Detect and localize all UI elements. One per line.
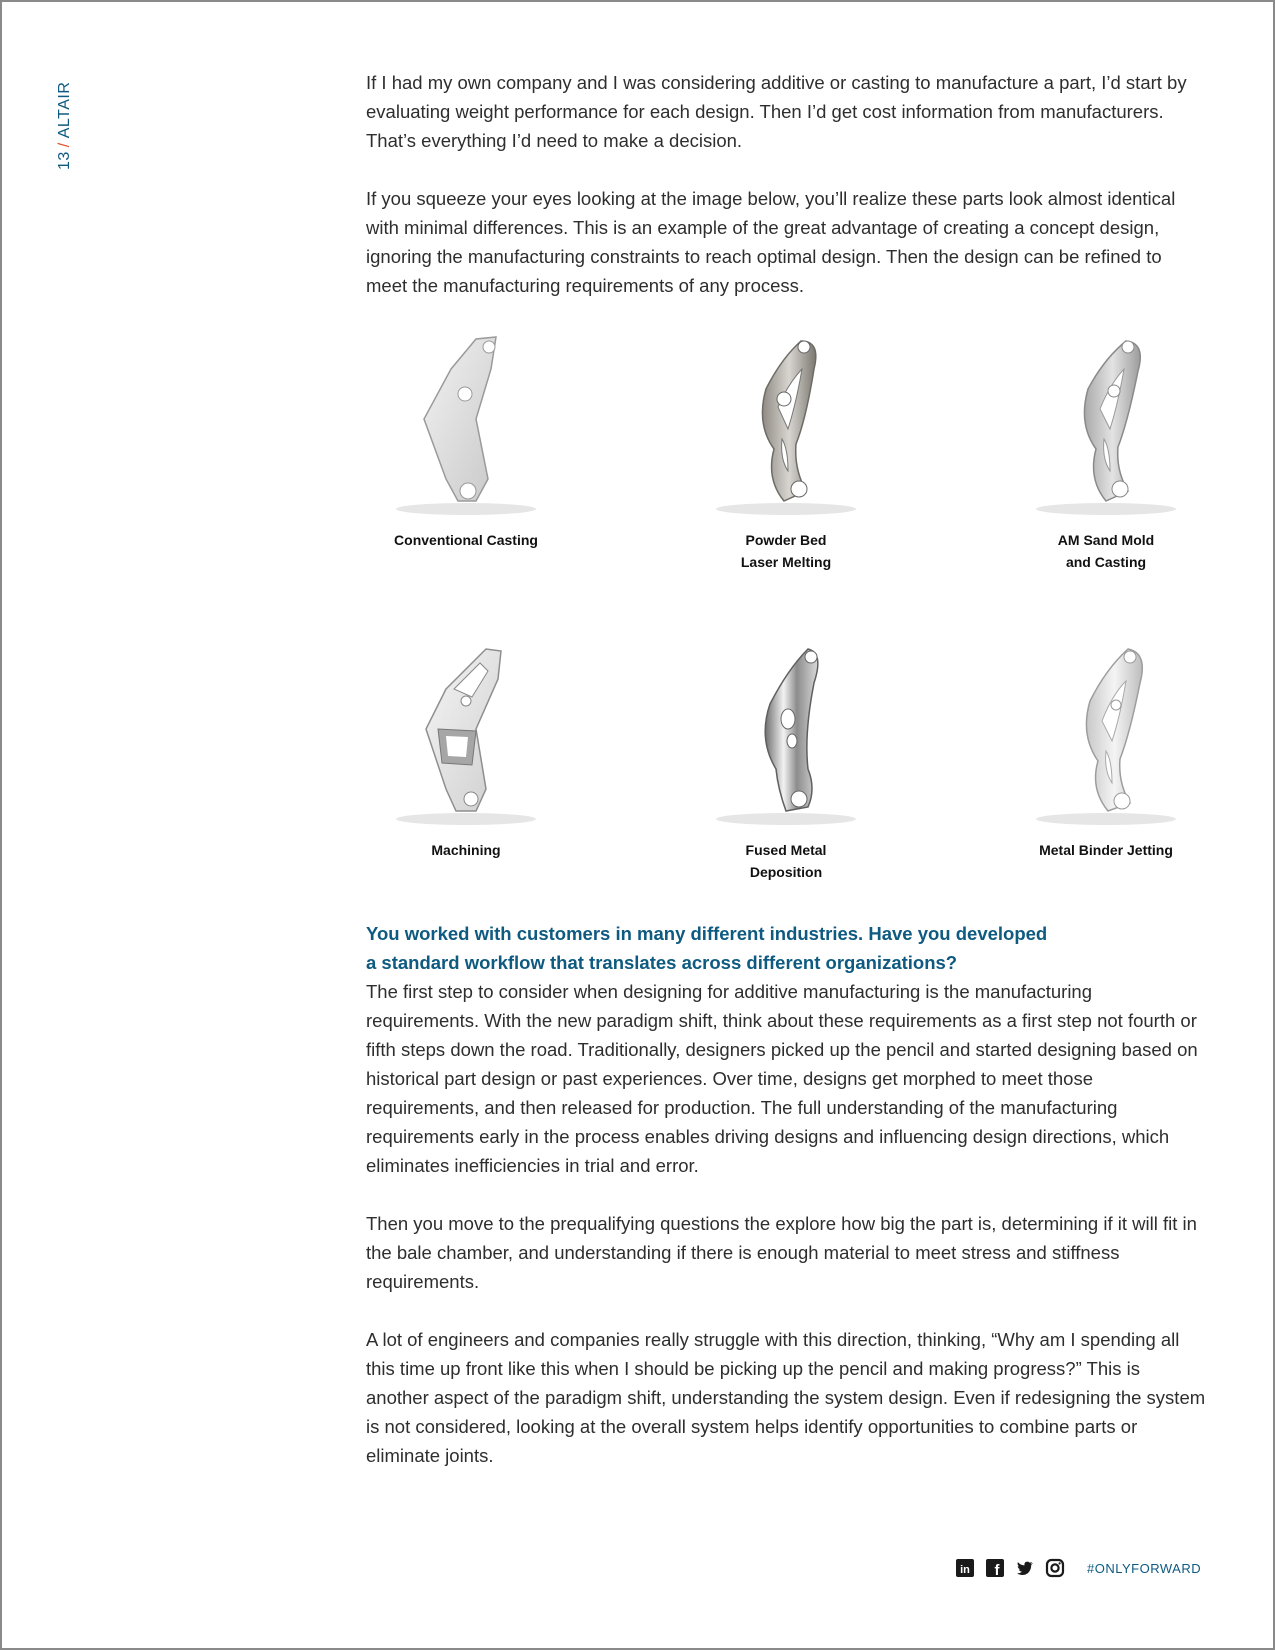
bracket-image <box>696 639 876 829</box>
brand-name: ALTAIR <box>56 81 73 139</box>
part-caption: Machining <box>431 842 501 858</box>
linkedin-icon[interactable] <box>955 1558 975 1578</box>
answer-paragraph-3: A lot of engineers and companies really struggle with this direction, thinking, “Why am I spending all this time up front like this when I should be picking up the pencil and making progress?” This is another aspect of the paradigm shift, understanding the system design. Even if redesigning the system is not considered, looking at the overall system helps identify opportunities to combine parts or eliminate joints. <box>366 1329 1206 1466</box>
part-fused-metal-deposition <box>686 639 886 883</box>
bracket-image <box>376 329 556 519</box>
twitter-icon[interactable] <box>1015 1558 1035 1578</box>
part-machining <box>366 639 566 861</box>
part-caption: Metal Binder Jetting <box>1039 842 1173 858</box>
bracket-image <box>1016 639 1196 829</box>
intro-paragraph-1: If I had my own company and I was considering additive or casting to manufacture a part, I’d start by evaluating weight performance for each design. Then I’d get cost information from manufacturers. That’s everything I’d need to make a decision. <box>366 72 1187 151</box>
part-conventional-casting <box>366 329 566 551</box>
part-caption: AM Sand Mold and Casting <box>1057 532 1155 570</box>
parts-figure <box>366 329 1206 919</box>
intro-paragraph-2: If you squeeze your eyes looking at the image below, you’ll realize these parts look almost identical with minimal differences. This is an example of the great advantage of creating a concept design, ignoring the manufacturing constraints to reach optimal design. Then the design can be refined to meet the manufacturing requirements of any process. <box>366 188 1176 296</box>
answer-paragraph-2: Then you move to the prequalifying questions the explore how big the part is, determining if it will fit in the bale chamber, and understanding if there is enough material to meet stress and stiffness requirements. <box>366 1213 1197 1292</box>
part-powder-bed-laser-melting <box>686 329 886 573</box>
svg-text:f: f <box>994 1562 1000 1578</box>
answer-paragraph-1: The first step to consider when designing for additive manufacturing is the manufacturing requirements. With the new paradigm shift, think about these requirements as a first step not fourth or fifth steps down the road. Traditionally, designers picked up the pencil and started designing based on historical part design or past experiences. Over time, designs get morphed to meet those requirements, and then released for production. The full understanding of the manufacturing requirements early in the process enables driving designs and influencing design directions, which eliminates inefficiencies in trial and error. <box>366 981 1198 1176</box>
part-caption: Fused Metal Deposition <box>745 842 827 880</box>
hashtag-link[interactable]: #ONLYFORWARD <box>1087 1560 1202 1576</box>
bracket-image <box>376 639 556 829</box>
bracket-image <box>696 329 876 519</box>
facebook-icon[interactable] <box>985 1558 1005 1578</box>
footer-social <box>955 1555 1205 1581</box>
interview-question: You worked with customers in many different industries. Have you developed a standard workflow that translates across different organizations? <box>366 923 1048 973</box>
page-number-tab <box>56 82 74 170</box>
part-am-sand-mold-casting <box>1006 329 1206 573</box>
instagram-icon[interactable] <box>1045 1558 1065 1578</box>
part-metal-binder-jetting <box>1006 639 1206 861</box>
main-content <box>366 68 1206 1499</box>
part-caption: Conventional Casting <box>394 532 538 548</box>
svg-text:in: in <box>960 1564 970 1576</box>
part-caption: Powder Bed Laser Melting <box>740 532 832 570</box>
bracket-image <box>1016 329 1196 519</box>
page-separator: / <box>56 142 73 148</box>
page-number: 13 <box>56 151 73 170</box>
